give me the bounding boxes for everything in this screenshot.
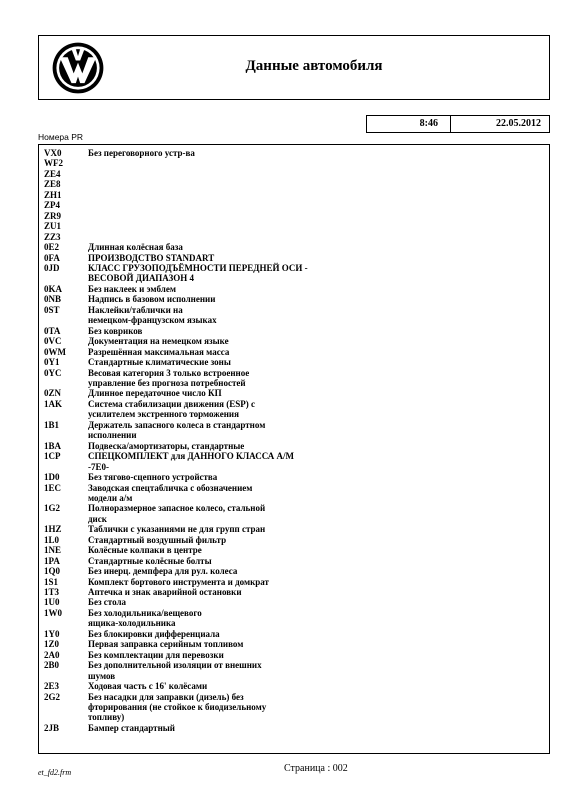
pr-row [39, 618, 549, 628]
pr-row [39, 399, 549, 409]
pr-row [39, 273, 549, 283]
pr-code [39, 409, 88, 419]
page-number: : 002 [327, 763, 348, 774]
pr-description: Первая заправка серийным топливом [88, 639, 244, 650]
pr-code: 0E2 [44, 242, 60, 253]
pr-description: диск [88, 513, 107, 524]
pr-code: 0TA [44, 325, 61, 336]
pr-row [39, 305, 549, 315]
pr-description: Без комплектации для перевозки [88, 649, 224, 660]
pr-code: 0KA [44, 283, 62, 294]
pr-description: Весовая категория 3 только встроенное [88, 367, 250, 378]
pr-description [88, 190, 338, 200]
pr-row [39, 430, 549, 440]
pr-description: ПРОИЗВОДСТВО STANDART [88, 252, 215, 263]
pr-row [39, 179, 549, 189]
pr-description [88, 221, 338, 231]
pr-row [39, 587, 549, 597]
pr-description: Подвеска/амортизаторы, стандартные [88, 440, 245, 451]
pr-row [39, 712, 549, 722]
datetime-box [366, 115, 550, 133]
pr-description: Длинная колёсная база [88, 242, 183, 253]
pr-code [39, 671, 88, 681]
pr-description: Надпись в базовом исполнении [88, 294, 216, 305]
pr-row [39, 388, 549, 398]
pr-description: Стандартный воздушный фильтр [88, 534, 227, 545]
pr-row [39, 577, 549, 587]
pr-description: Ходовая часть с 16' колёсами [88, 681, 208, 692]
pr-description: немецком-французском языках [88, 315, 217, 326]
pr-row [39, 263, 549, 273]
pr-row [39, 158, 549, 168]
pr-code: 2G2 [44, 691, 61, 702]
pr-description: фторирования (не стойкое к биодизельному [88, 702, 267, 713]
pr-code: ZH1 [44, 189, 62, 200]
pr-description: топливу) [88, 712, 125, 723]
pr-code: ZP4 [44, 200, 61, 211]
pr-description: Комплект бортового инструмента и домкрат [88, 576, 269, 587]
pr-code: 1Y0 [44, 628, 60, 639]
pr-description: Аптечка и знак аварийной остановки [88, 587, 242, 598]
pr-description: Стандартные колёсные болты [88, 555, 212, 566]
pr-row [39, 451, 549, 461]
pr-description: Держатель запасного колеса в стандартном [88, 419, 266, 430]
pr-code: ZZ3 [44, 231, 61, 242]
pr-code [39, 315, 88, 325]
pr-description: Наклейки/таблички на [88, 304, 183, 315]
document-header [38, 35, 550, 100]
pr-code: ZR9 [44, 210, 62, 221]
pr-code: 1HZ [44, 524, 62, 535]
pr-code: 1EC [44, 482, 62, 493]
pr-description: Система стабилизации движения (ESP) с [88, 398, 256, 409]
pr-row [39, 524, 549, 534]
pr-code-list [38, 144, 550, 754]
pr-row [39, 200, 549, 210]
pr-row [39, 545, 549, 555]
pr-code: 1Q0 [44, 566, 61, 577]
pr-description [88, 232, 338, 242]
pr-description: Без переговорного устр-ва [88, 148, 195, 158]
pr-description: Без насадки для заправки (дизель) без [88, 691, 244, 702]
pr-code: 0YC [44, 367, 62, 378]
pr-code [39, 514, 88, 524]
pr-row [39, 681, 549, 691]
pr-description: Документация на немецком языке [88, 336, 229, 347]
pr-code [39, 618, 88, 628]
pr-code [39, 273, 88, 283]
pr-description [88, 211, 338, 221]
pr-description: Без стола [88, 597, 127, 608]
pr-row [39, 409, 549, 419]
pr-code [39, 702, 88, 712]
pr-code [39, 712, 88, 722]
pr-row [39, 535, 549, 545]
pr-description: исполнении [88, 430, 137, 441]
pr-row [39, 357, 549, 367]
pr-description: ВЕСОВОЙ ДИАПАЗОН 4 [88, 273, 195, 284]
pr-row [39, 671, 549, 681]
pr-description [88, 169, 338, 179]
pr-code: 0Y1 [44, 357, 60, 368]
pr-description: -7E0- [88, 461, 109, 472]
pr-row [39, 723, 549, 733]
pr-description [88, 200, 338, 210]
pr-row [39, 253, 549, 263]
pr-row [39, 493, 549, 503]
pr-description: шумов [88, 670, 116, 681]
pr-code: 1CP [44, 451, 61, 462]
pr-code: 2JB [44, 722, 60, 733]
pr-row [39, 232, 549, 242]
pr-description: усилителем экстренного торможения [88, 409, 239, 420]
pr-code: 2E3 [44, 681, 60, 692]
pr-description: Бампер стандартный [88, 722, 175, 733]
pr-row [39, 566, 549, 576]
pr-description: СПЕЦКОМПЛЕКТ для ДАННОГО КЛАССА А/М [88, 451, 295, 462]
pr-description: Заводская спецтабличка с обозначением [88, 482, 253, 493]
pr-row [39, 514, 549, 524]
pr-code: 0WM [44, 346, 66, 357]
pr-code: 1B1 [44, 419, 60, 430]
pr-code: 1T3 [44, 587, 60, 598]
pr-row [39, 629, 549, 639]
pr-row [39, 284, 549, 294]
pr-code: ZE4 [44, 168, 61, 179]
pr-row [39, 148, 549, 158]
pr-code: 1D0 [44, 472, 60, 483]
pr-code: 0ST [44, 304, 60, 315]
pr-code: 0FA [44, 252, 60, 263]
pr-description: Без блокировки дифференциала [88, 628, 220, 639]
page-title: Данные автомобиля [245, 58, 383, 74]
pr-row [39, 441, 549, 451]
print-time: 8:46 [367, 116, 451, 132]
pr-description: Без дополнительной изоляции от внешних [88, 660, 262, 671]
pr-code [39, 430, 88, 440]
pr-code: ZU1 [44, 221, 62, 232]
pr-description: Длинное передаточное число КП [88, 388, 222, 399]
pr-row [39, 660, 549, 670]
page-indicator [284, 763, 348, 774]
pr-code: 1G2 [44, 503, 61, 514]
pr-row [39, 650, 549, 660]
pr-description: Без инерц. демпфера для рул. колеса [88, 566, 238, 577]
pr-row [39, 483, 549, 493]
pr-row [39, 503, 549, 513]
pr-row [39, 692, 549, 702]
pr-code: ZE8 [44, 179, 61, 190]
pr-description [88, 179, 338, 189]
pr-description: Стандартные климатические зоны [88, 357, 231, 368]
pr-description: Без холодильника/вещевого [88, 607, 202, 618]
pr-row [39, 702, 549, 712]
pr-row [39, 315, 549, 325]
pr-row [39, 169, 549, 179]
pr-row [39, 608, 549, 618]
pr-row [39, 462, 549, 472]
pr-description: ящика-холодильника [88, 618, 176, 629]
pr-code: 1BA [44, 440, 62, 451]
section-label: Номера PR [38, 132, 84, 142]
pr-code: 1S1 [44, 576, 59, 587]
pr-code [39, 462, 88, 472]
pr-description [88, 158, 338, 168]
pr-row [39, 190, 549, 200]
pr-code [39, 493, 88, 503]
pr-description: Без ковриков [88, 325, 143, 336]
pr-row [39, 242, 549, 252]
pr-code: 0ZN [44, 388, 62, 399]
pr-row [39, 597, 549, 607]
pr-code: 1L0 [44, 534, 60, 545]
pr-description: КЛАСС ГРУЗОПОДЪЁМНОСТИ ПЕРЕДНЕЙ ОСИ - [88, 262, 308, 273]
pr-row [39, 639, 549, 649]
pr-row [39, 368, 549, 378]
pr-code: 1W0 [44, 607, 62, 618]
pr-description: Полноразмерное запасное колесо, стальной [88, 503, 266, 514]
form-id: et_fd2.frm [38, 768, 72, 777]
pr-description: Колёсные колпаки в центре [88, 545, 202, 556]
pr-code: 1Z0 [44, 639, 60, 650]
pr-description: управление без прогноза потребностей [88, 377, 246, 388]
pr-code: 2A0 [44, 649, 60, 660]
pr-code: 1AK [44, 398, 62, 409]
pr-code: WF2 [44, 158, 63, 169]
pr-code: VX0 [44, 148, 62, 158]
pr-code: 0JD [44, 262, 60, 273]
pr-code: 0NB [44, 294, 62, 305]
pr-description: Без наклеек и эмблем [88, 283, 176, 294]
print-date: 22.05.2012 [496, 118, 541, 129]
pr-row [39, 556, 549, 566]
pr-row [39, 211, 549, 221]
pr-code: 1PA [44, 555, 60, 566]
pr-description: Таблички с указаниями не для групп стран [88, 524, 266, 535]
pr-row [39, 326, 549, 336]
pr-code [39, 378, 88, 388]
pr-row [39, 336, 549, 346]
pr-row [39, 378, 549, 388]
pr-row [39, 420, 549, 430]
pr-code: 2B0 [44, 660, 60, 671]
pr-description: Без тягово-сцепного устройства [88, 472, 218, 483]
pr-row [39, 221, 549, 231]
pr-code: 1NE [44, 545, 62, 556]
pr-row [39, 472, 549, 482]
pr-description: Разрешённая максимальная масса [88, 346, 230, 357]
pr-description: модели а/м [88, 492, 133, 503]
pr-code: 1U0 [44, 597, 60, 608]
pr-row [39, 294, 549, 304]
pr-code: 0VC [44, 336, 62, 347]
pr-row [39, 347, 549, 357]
page-label: Страница [284, 763, 325, 774]
